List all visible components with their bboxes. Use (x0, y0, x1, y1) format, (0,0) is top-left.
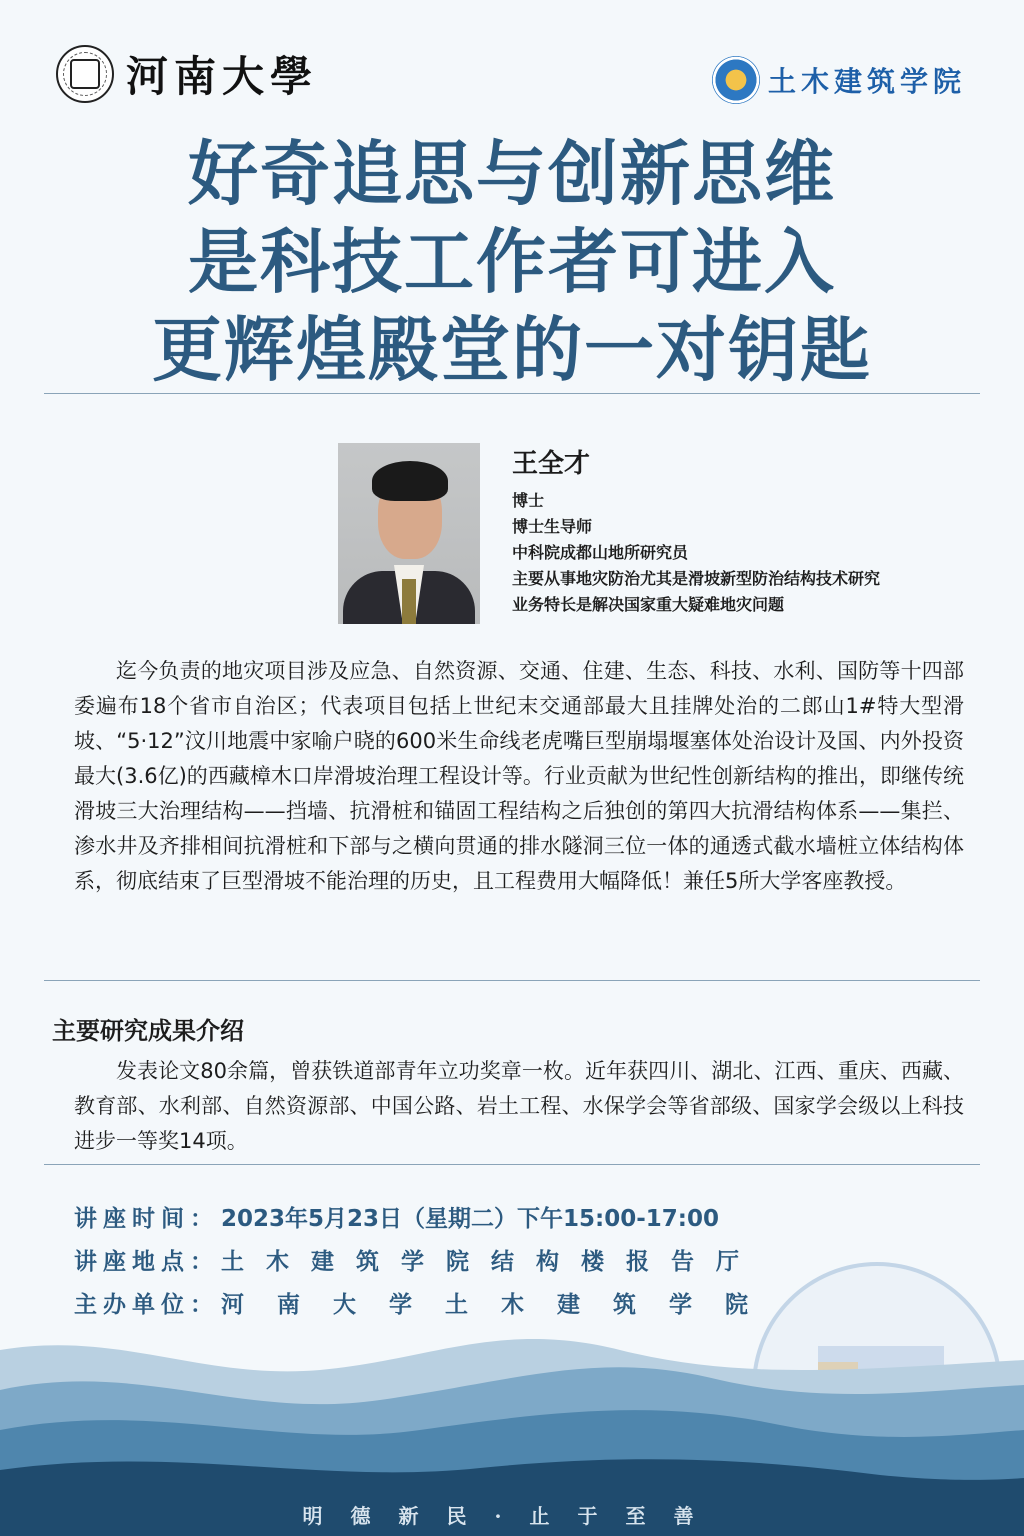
lecture-place-label: 讲座地点： (74, 1249, 219, 1275)
speaker-titles (512, 488, 880, 618)
achievements-heading: 主要研究成果介绍 (52, 1017, 244, 1045)
lecture-time-value: 2023年5月23日（星期二）下午15:00-17:00 (221, 1206, 719, 1232)
speaker-title-line: 博士 (512, 491, 545, 510)
lecture-time-row (74, 1198, 781, 1241)
speaker-photo (338, 443, 480, 624)
speaker-name: 王全才 (512, 449, 591, 479)
university-seal-icon (56, 45, 114, 103)
divider (44, 980, 980, 981)
poster-title (0, 130, 1024, 394)
title-line-3: 更辉煌殿堂的一对钥匙 (152, 309, 872, 391)
college-emblem-icon (712, 56, 760, 104)
lecture-host-value: 河南大学土木建筑学院 (221, 1292, 781, 1318)
speaker-bio: 迄今负责的地灾项目涉及应急、自然资源、交通、住建、生态、科技、水利、国防等十四部委遍布18个省市自治区；代表项目包括上世纪末交通部最大且挂牌处治的二郎山1#特大型滑坡、“5·12”汶川地震中家喻户晓的600米生命线老虎嘴巨型崩塌堰塞体处治设计及国、内外投资最大(3.6亿)的西藏樟木口岸滑坡治理工程设计等。行业贡献为世纪性创新结构的推出，即继传统滑坡三大治理结构——挡墙、抗滑桩和锚固工程结构之后独创的第四大抗滑结构体系——集拦、渗水井及齐排相间抗滑桩和下部与之横向贯通的排水隧洞三位一体的通透式截水墙桩立体结构体系，彻底结束了巨型滑坡不能治理的历史，且工程费用大幅降低！兼任5所大学客座教授。 (74, 659, 964, 893)
lecture-info (74, 1198, 781, 1327)
lecture-place-row (74, 1241, 781, 1284)
title-line-1: 好奇追思与创新思维 (188, 133, 836, 215)
title-line-2: 是科技工作者可进入 (188, 221, 836, 303)
college-logo (712, 56, 966, 104)
lecture-host-label: 主办单位： (74, 1292, 219, 1318)
college-name: 土木建筑学院 (767, 65, 966, 98)
divider (44, 393, 980, 394)
achievements-text: 发表论文80余篇，曾获铁道部青年立功奖章一枚。近年获四川、湖北、江西、重庆、西藏、教育部、水利部、自然资源部、中国公路、岩土工程、水保学会等省部级、国家学会级以上科技进步一等奖14项。 (74, 1059, 964, 1153)
lecture-time-label: 讲座时间： (74, 1206, 219, 1232)
speaker-title-line: 中科院成都山地所研究员 (512, 543, 689, 562)
speaker-title-line: 博士生导师 (512, 517, 593, 536)
divider (44, 1164, 980, 1165)
speaker-title-line: 主要从事地灾防治尤其是滑坡新型防治结构技术研究 (512, 569, 881, 588)
motto: 明德新民·止于至善 (302, 1504, 722, 1528)
university-name: 河南大學 (126, 52, 319, 101)
university-logo (56, 44, 318, 104)
speaker-title-line: 业务特长是解决国家重大疑难地灾问题 (512, 595, 785, 614)
lecture-place-value: 土木建筑学院结构楼报告厅 (221, 1249, 761, 1275)
